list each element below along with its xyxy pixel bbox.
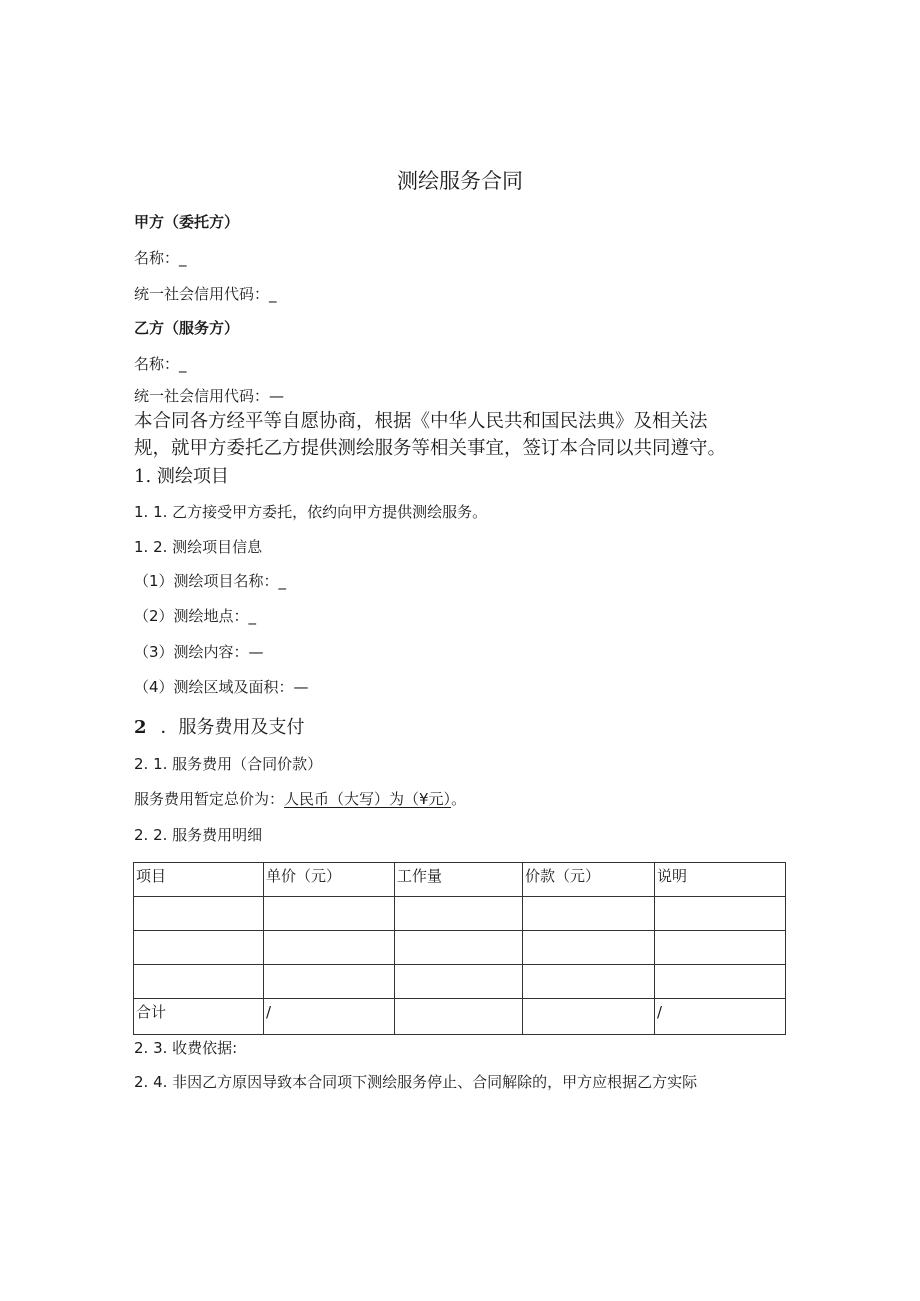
fee-detail-table [133, 862, 786, 1035]
table-cell [655, 965, 786, 999]
table-cell [134, 897, 264, 931]
table-header-cell: 项目 [134, 863, 264, 897]
table-header-cell: 单价（元） [264, 863, 395, 897]
preamble-line-1: 本合同各方经平等自愿协商，根据《中华人民共和国民法典》及相关法 [134, 411, 708, 432]
table-cell [523, 897, 655, 931]
section-1-heading: 1. 测绘项目 [134, 466, 229, 487]
table-cell [395, 931, 523, 965]
section-2-title: ．服务费用及支付 [160, 717, 305, 738]
table-header-cell: 工作量 [395, 863, 523, 897]
fee-total-line [134, 789, 466, 809]
table-header-cell: 说明 [655, 863, 786, 897]
party-b-name-field: 名称：_ [134, 355, 187, 373]
party-b-credit-code-field: 统一社会信用代码：— [134, 387, 285, 405]
document-title: 测绘服务合同 [397, 169, 523, 193]
table-total-cell: 合计 [134, 999, 264, 1035]
table-cell [523, 931, 655, 965]
fee-total-suffix: 。 [451, 790, 467, 808]
project-location-field: （2）测绘地点：_ [134, 607, 257, 625]
party-b-heading: 乙方（服务方） [134, 319, 240, 337]
table-total-row [134, 999, 786, 1035]
table-cell [264, 931, 395, 965]
clause-2-1: 2. 1. 服务费用（合同价款） [134, 755, 323, 773]
section-2-number: 2 [134, 717, 147, 738]
table-cell [523, 965, 655, 999]
table-cell [655, 931, 786, 965]
clause-2-4: 2. 4. 非因乙方原因导致本合同项下测绘服务停止、合同解除的，甲方应根据乙方实际 [134, 1073, 698, 1091]
table-header-row [134, 863, 786, 897]
table-cell [395, 965, 523, 999]
fee-total-amount: 人民币（大写）为（¥元） [284, 790, 452, 808]
table-total-cell: / [655, 999, 786, 1035]
table-cell [134, 965, 264, 999]
party-a-credit-code-field: 统一社会信用代码：_ [134, 285, 277, 303]
table-row [134, 931, 786, 965]
clause-2-2: 2. 2. 服务费用明细 [134, 826, 263, 844]
table-row [134, 897, 786, 931]
project-content-field: （3）测绘内容：— [134, 643, 264, 661]
table-header-cell: 价款（元） [523, 863, 655, 897]
table-cell [134, 931, 264, 965]
party-a-heading: 甲方（委托方） [134, 213, 240, 231]
party-a-name-field: 名称：_ [134, 249, 187, 267]
table-total-cell [523, 999, 655, 1035]
clause-1-1: 1. 1. 乙方接受甲方委托，依约向甲方提供测绘服务。 [134, 503, 488, 521]
table-cell [264, 897, 395, 931]
preamble-line-2: 规，就甲方委托乙方提供测绘服务等相关事宜，签订本合同以共同遵守。 [134, 438, 727, 459]
section-2-heading [134, 716, 305, 740]
clause-1-2: 1. 2. 测绘项目信息 [134, 538, 263, 556]
project-area-field: （4）测绘区域及面积：— [134, 678, 309, 696]
table-cell [395, 897, 523, 931]
clause-2-3: 2. 3. 收费依据: [134, 1039, 238, 1057]
table-cell [264, 965, 395, 999]
project-name-field: （1）测绘项目名称：_ [134, 572, 287, 590]
table-cell [655, 897, 786, 931]
table-row [134, 965, 786, 999]
table-total-cell [395, 999, 523, 1035]
table-total-cell: / [264, 999, 395, 1035]
fee-total-prefix: 服务费用暂定总价为： [134, 790, 285, 808]
